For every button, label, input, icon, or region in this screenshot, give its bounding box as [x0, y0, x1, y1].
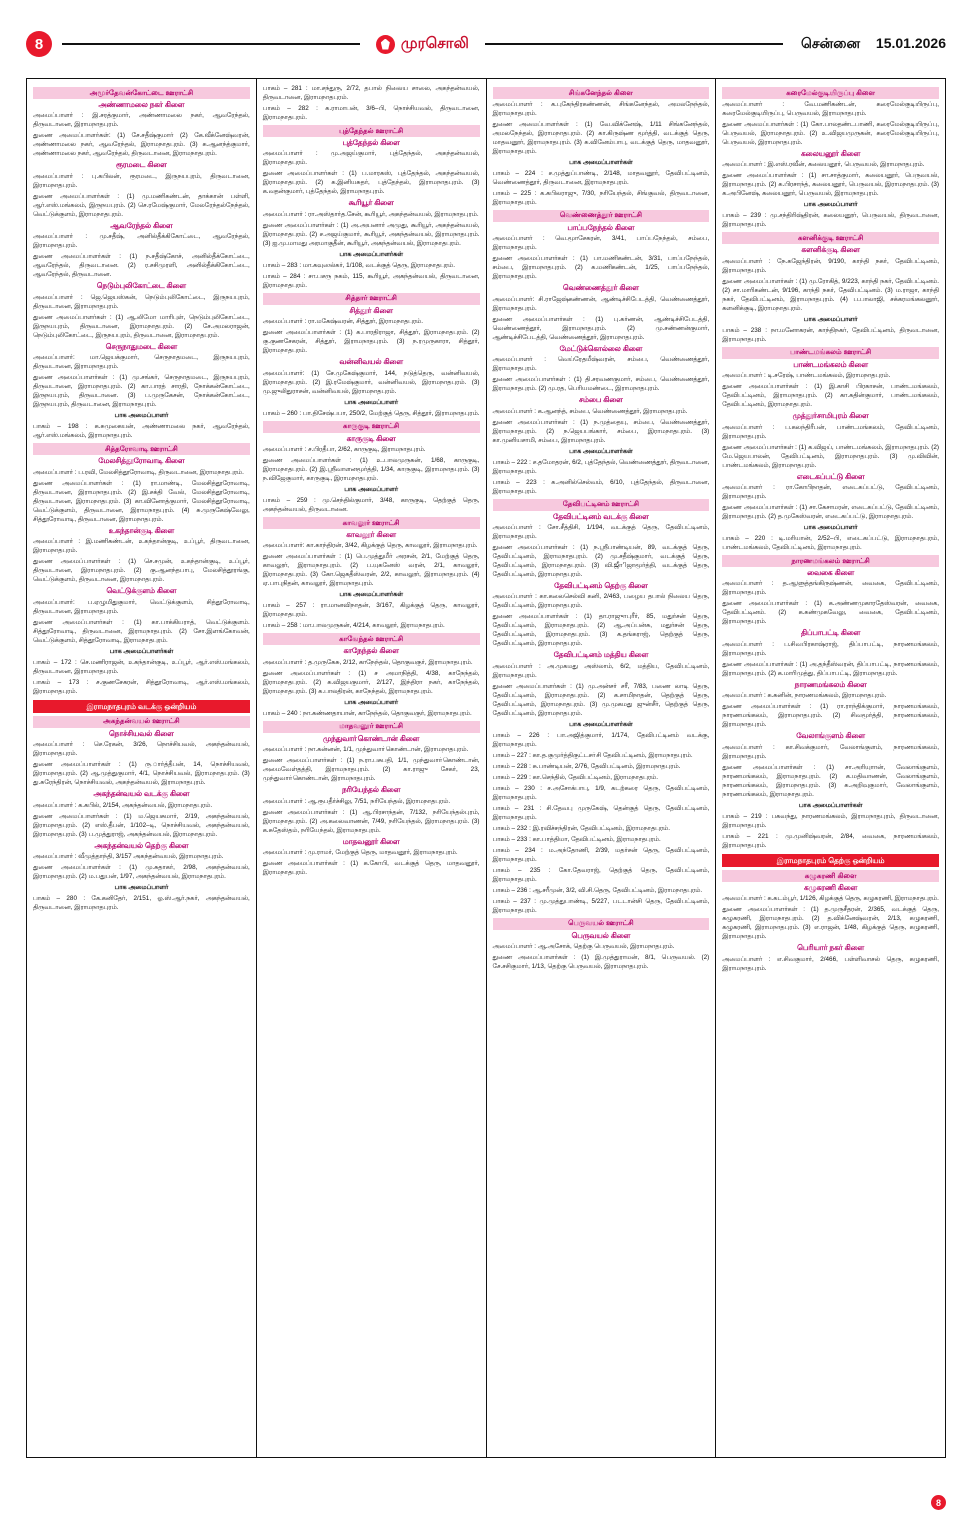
paragraph: அமைப்பாளர் : ஆ.ரூபதீர்ச்சிலு, 7/51, நரியேந்தல், இராமநாதபுரம்.: [262, 797, 451, 805]
section-heading-pink: மாதவனூர் ஊராட்சி: [263, 721, 480, 733]
paragraph: துணை அமைப்பாளர்கள் : (1) ச அமாநித்தி, 4/38, காநேந்தல், இராமநாதபுரம். (2) க.விஜயகுமார், 2/127, இந்திரா நகர், காநேந்தல், இராமநாதபுரம். (3) க.பாலதிரன், காநேந்தல், இராமநாதபுரம்.: [262, 669, 480, 695]
section-heading-pink: நாரணமங்கலம் ஊராட்சி: [722, 555, 939, 567]
paragraph: அமைப்பாளர் : ஜெ.ஜெயஸ்கன், நெடும்புலிகோட்டை, இருநயபுரம், திருவடானை, இராமநாதபுரம்.: [33, 293, 250, 310]
section-heading-pink: அமூர்தேவன்கோட்டை ஊராட்சி: [33, 87, 250, 99]
masthead-logo: [370, 35, 475, 54]
branch-title: சம்பை கிளை: [579, 395, 623, 405]
paragraph: பாகம் – 231 : சி.தேவபு முருகேஷ், தென்குத் தெரு, தேவிபட்டினம், இராமநாதபுரம்.: [492, 804, 710, 821]
paragraph: அமைப்பாளர்: மா.ஜெயக்குமார், செருநாதமடை, இருநயபுரம், திருவடானை, இராமநாதபுரம்.: [33, 354, 250, 371]
paragraph: துணை அமைப்பாளர்கள் : (1) ஆ.பிரசாந்தன், 7/132, நரியேந்தல்புரம், இராமநாதபுரம். (2) அ.கலைவாணன், 7/49, நரியேந்தல், இராமநாதபுரம். (3) க.சுதேஸ்தம், நரியேந்தல், இராமநாதபுரம்.: [262, 808, 480, 834]
paragraph: அமைப்பாளர்: சி.ராஜேஷ்கண்ணன், ஆண்டிச்சிபேடத்தி, வெண்ணைத்தூர், இராமநாதபுரம்.: [492, 295, 710, 312]
paragraph: பாகம் – 235 : கோ.தேவராஜ், தெற்குத் தெரு, தேவிபட்டினம், இராமநாதபுரம்.: [492, 866, 710, 883]
subsection-label: பாக அமைப்பாளர்: [344, 698, 399, 706]
section-heading-pink: வெண்ணைத்தூர் ஊராட்சி: [493, 210, 710, 222]
paragraph: அமைப்பாளர் : க.கபில், 2/154, அகந்தன்வயல், இராமநாதபுரம்.: [33, 801, 213, 809]
paragraph: அமைப்பாளர் : இ.எஸ்.ரவீன், கலையனூர், பெருவயல், இராமநாதபுரம்.: [722, 161, 925, 169]
section-heading-pink: அகந்தன்வயல் ஊராட்சி: [33, 716, 250, 728]
paragraph: அமைப்பாளர் : இ.மணிகண்டன், உகந்தான்குடி, உப்பூர், திருவடானை, இராமநாதபுரம்.: [33, 538, 250, 555]
paragraph: துணை அமைப்பாளர்கள் : (1) மு.ரோகித், 9/223, காந்தி நகர், தேவிபட்டினம். (2) சா.மாரிகண்டன், 9/196, காந்தி நகர், தேவிபட்டினம். (3) ம.ராஜா, காந்தி நகர், தேவிபட்டினம், இராமநாதபுரம். (4) ப.பாலாஜி, சக்கரமங்கலனூர், களனிக்குடி, இராமநாதபுரம்.: [722, 277, 939, 312]
paragraph: துணை அமைப்பாளர்கள் : (1) ந.ரா.பசுபதி, 1/1, முந்துவாா்கொண்டான், அமைவேள்தத்தி, இராமநாதபுரம். (2) கா.ராஜு சேகர், 23, முந்துவாா்கொண்டான், இராமநாதபுரம்.: [262, 757, 480, 783]
paragraph: அமைப்பாளர் : வீமுத்தாந்தி, 3/157 அகந்தன்வயல், இராமநாதபுரம்.: [33, 853, 224, 861]
paragraph: அமைப்பாளர் : எ.சிவகுமார், 2/466, பள்ளிவாசல் தெரு, கழுகரணி, இராமநாதபுரம்.: [722, 955, 939, 972]
subsection-label: பாக அமைப்பாளர்: [114, 412, 169, 420]
paragraph: பாகம் – 282 : க.ராமாபன், 3/6–பி, நொச்சியவல், திருவடானை, இராமநாதபுரம்.: [262, 105, 480, 121]
paragraph: பாகம் – 257 : ரா.மானவிநாதன், 3/167, கிழக்குத் தெரு, காவலூர், இராமநாதபுரம்.: [262, 602, 480, 619]
paragraph: அமைப்பாளர் : நா.கன்னன், 1/1, முந்துவாா்கொண்டான், இராமநாதபுரம்.: [262, 746, 469, 754]
branch-title: செருநாதுமடை கிளை: [105, 341, 178, 351]
paragraph: பாகம் – 233 : கா.பாத்திமா, தேவிபட்டினம், இராமநாதபுரம்.: [492, 835, 661, 843]
paragraph: துணை அமைப்பாளர்கள் : (1) சா.சாத்குமார், கலையனூர், பெருவயல், இராமநாதபுரம். (2) க.பிரசாந்த், கலையனூர், பெருவயல், இராமநாதபுரம். (3) க.அபினேஷ், கலையனூர், பெருவயல், இராமநாதபுரம்.: [722, 172, 939, 198]
branch-title: பெருவயல் கிளை: [571, 930, 631, 940]
paragraph: துணை அமைப்பாளர்கள் : (1) க.அண்ணமுகாரதேஸ்வரன், வைகை, தேவிபட்டினம். (2) க.கண்முகவேலு, வைகை, தேவிபட்டினம், இராமநாதபுரம்.: [722, 600, 939, 626]
subsection-label: பாக அமைப்பாளர்: [803, 315, 858, 323]
branch-title: ரூரமடை கிளை: [116, 160, 167, 170]
branch-title: அண்ணாமலை நகர் கிளை: [98, 99, 185, 109]
paragraph: துணை அமைப்பாளர்கள் : (1) ரா.ராந்திக்குமார், நாரணமங்கலம், நாரணமங்கலம், இராமநாதபுரம். (2) சிவமூர்த்தி, நாரணமங்கலம், இராமநாதபுரம்.: [722, 703, 939, 729]
masthead: [26, 18, 946, 70]
paragraph: துணை அமைப்பாளர்கள் : (1) பா.மணிகண்டன், 3/31, பாப்பநேந்தல், சம்பை, இராமநாதபுரம். (2) க.மணிகண்டன், 1/25, பாப்பநேந்தல், இராமநாதபுரம்.: [492, 255, 710, 281]
paragraph: அமைப்பாளர் : இ.சரத்குமார், அண்ணாமலை நகர், ஆவரேந்தல், திருவடானை, இராமநாதபுரம்.: [33, 112, 250, 129]
subsection-label: பாக அமைப்பாளர்கள்: [569, 447, 633, 455]
paragraph: பாகம் – 198 : க.சுமுகையன், அண்ணாமலை நகர், ஆவரேந்தல், ஆர்.எஸ்.மங்கலம், இராமநாதபுரம்.: [33, 423, 250, 440]
paragraph: அமைப்பாளர் : சோ.சீத்திசி, 1/194, வடக்குத் தெரு, தேவிபட்டினம், இராமநாதபுரம்.: [492, 524, 710, 540]
section-heading-pink: தேவிபட்டினம் ஊராட்சி: [493, 499, 710, 511]
paragraph: துணை அமைப்பாளர்கள் : (1) த.முருசீதரன், 2/365, வடக்குத் தெரு, கழுகரணி, இராமநாதபுரம். (2) த.விக்னேஷ்வரன், 2/13, கழுகரணி, கழுகரணி, இராமநாதபுரம். (3) எ.ராஜன், 1/48, கிழக்குத் தெரு, கழுகரணி, இராமநாதபுரம்.: [722, 906, 939, 941]
column-2: [257, 79, 487, 1457]
paragraph: துணை அமைப்பாளர்கள்: (1) சே.சதீஷ்குமார் (2) கே.வீக்னேஷ்வரன், அண்ணாமலை நகர், ஆவரேந்தல், இராமநாதபுரம். (3) க.ஆனந்த்குமார், அண்ணாமலை நகர், ஆவரேந்தல், திருவடானை, இராமநாதபுரம்.: [33, 132, 250, 158]
paragraph: அமைப்பாளர்: ப.ஏழுமிதுகுமார், வெட்டுக்குளம், சித்தூரோவாடி, திருவடானை, இராமநாதபுரம்.: [33, 598, 250, 615]
paragraph: அமைப்பாளர் : ப.சிவபிரகாஷ்ராஜ், திப்பாபட்டி, நாரணமங்கலம், இராமநாதபுரம்.: [722, 640, 939, 657]
branch-title: களனிக்குடி கிளை: [801, 245, 860, 255]
paragraph: அமைப்பாளர் : அ.முகமது அஸ்லாம், 6/2, மத்திய, தேவிபட்டினம், இராமநாதபுரம்.: [492, 662, 710, 679]
section-heading-pink: காஙேந்தல் ஊராட்சி: [263, 633, 480, 645]
masthead-rule-left: [62, 43, 360, 45]
branch-title: எடைகப்பட்டு கிளை: [796, 471, 865, 481]
branch-title: வன்னிவயல் கிளை: [339, 357, 403, 367]
subsection-label: பாக அமைப்பாளர்: [344, 398, 399, 406]
subsection-label: பாக அமைப்பாளர்கள்: [339, 591, 403, 599]
branch-title: மாதவனூர் கிளை: [342, 836, 400, 846]
branch-title: நாரணமங்கலம் கிளை: [794, 679, 867, 689]
paragraph: பாகம் – 234 : ம.அந்தோணி, 2/39, மதர்சன் தெரு, தேவிபட்டினம், இராமநாதபுரம்.: [492, 846, 710, 863]
paragraph: அமைப்பாளர் : கா.கலைசெல்வி கனி, 2/463, பழைய தபால் நிலைய தெரு, தேவிபட்டினம், இராமநாதபுரம்.: [492, 593, 710, 610]
paragraph: துணை அமைப்பாளர்கள் : (1) அ.அயனார் அமுது, கூரியூர், அகந்தன்வயல், இராமநாதபுரம். (2) ச.அஜய்குமார், கூரியூர், அகந்தன்வயல், இராமநாதபுரம். (3) ஐ.மு.மாமது அரமாகுதீன், கூரியூர், அகந்தன்வயல், இராமநாதபுரம்.: [262, 221, 480, 247]
paragraph: அமைப்பாளர் : டி.சரேஷ், பாண்டமங்கலம், இராமநாதபுரம்.: [722, 372, 891, 380]
section-heading-pink: சித்தரோவாடி ஊராட்சி: [33, 443, 250, 455]
subsection-label: பாக அமைப்பாளர்கள்: [339, 250, 403, 258]
paragraph: துணை அமைப்பாளர்கள் : (1) இ.காசி பிரகாசன், பாண்டமங்கலம், தேவிபட்டினம், இராமநாதபுரம். (2) கா.கதின்குமார், பாண்டமங்கலம், தேவிபட்டினம், இராமநாதபுரம்.: [722, 383, 939, 409]
paragraph: துணை அமைப்பாளர்கள் : (1) மு.சுதாகர், 2/98, அகந்தன்வயல், இராமநாதபுரம். (2) ம.பதுபன், 1/97, அகந்தன்வயல், இராமநாதபுரம்.: [33, 864, 250, 881]
branch-title: வெண்ணைத்தூர் கிளை: [562, 283, 639, 293]
page-number-footer-badge: 8: [931, 1495, 946, 1510]
column-3: [487, 79, 717, 1457]
paragraph: பாகம் – 280 : கே.கனிதேர், 2/151, ஓ.ஸ்.ஆர்.நகர், அகந்தன்வயல், திருவடானை, இராமநாதபுரம்.: [33, 895, 250, 912]
branch-title: நொச்சியவல் கிளை: [109, 728, 174, 738]
subsection-label: பாக அமைப்பாளர்: [344, 486, 399, 493]
paragraph: துணை அமைப்பாளர்கள் : (1) அ.தந்தீஸ்வரன், திப்பாபட்டி, நாரணமங்கலம், இராமநாதபுரம். (2) க.மாரிமுத்து, திப்பாபட்டி, இராமநாதபுரம்.: [722, 660, 939, 677]
branch-title: உகந்தான்குடி கிளை: [108, 525, 175, 535]
subsection-label: பாக அமைப்பாளர்: [114, 884, 169, 892]
subsection-label: பாக அமைப்பாளர்கள்: [798, 801, 863, 809]
branch-title: காநேந்தல் கிளை: [343, 646, 399, 656]
paragraph: பாகம் – 281 : மா.சந்துரு, 2/72, தபால் நிலைய சாலை, அகந்தன்வயல், திருவடானை, இராமநாதபுரம்.: [262, 85, 480, 101]
paragraph: பாகம் – 227 : கா.த.குமுர்த்திகுட்டசா்சி தேவிபட்டினம், இராமநாதபுரம்.: [492, 751, 693, 759]
paragraph: அமைப்பாளர் : ப.ரவி, மேலசித்தூரோவாடி, திருவடானை, இராமநாதபுரம்.: [33, 468, 244, 476]
paragraph: பாகம் – 228 : சு.பாண்டியன், 2/76, தேவிபட்டினம், இராமநாதபுரம்.: [492, 762, 681, 770]
paragraph: அமைப்பாளர் : க.ஆனந்த், சம்பை, வெண்ணைத்தூர், இராமநாதபுரம்.: [492, 407, 688, 415]
paragraph: அமைப்பாளர் : பு.கபிலன், ரூரமடை, இருநயபுரம், திருவடானை, இராமநாதபுரம்.: [33, 172, 250, 189]
paragraph: துணை அமைப்பாளர்கள் : (1) ப.மாரகஸ், புத்தேந்தல், அகந்தன்வயல், இராமநாதபுரம். (2) க.இனியசுதர், புத்தேந்தல், இராமநாதபுரம். (3) க.வதன்குமார், புத்தேந்தல், இராமநாதபுரம்.: [262, 170, 480, 196]
branch-title: மேலசித்தூரோவாடி கிளை: [98, 456, 185, 466]
branch-title: தேவிபட்டினம் தெற்கு கிளை: [554, 581, 648, 590]
paragraph: பாகம் – 226 : பா.அஜித்குமார், 1/174, தேவிபட்டினம் வடக்கு, இராமநாதபுரம்.: [492, 731, 710, 748]
paragraph: பாகம் – 260 : பா.திசேஷ்பபா, 250/2, மேற்குத் தெரு, சித்தூர், இராமநாதபுரம்.: [262, 409, 480, 417]
subsection-label: பாக அமைப்பாளர்கள்: [109, 647, 174, 655]
paragraph: துணை அமைப்பாளர்கள் : (1) பெ.முத்துமீர் அரசன், 2/1, மேற்குத் தெரு, காவலூர், இராமநாதபுரம். (2) ப.யுகனேஸ் வரன், 2/1, காவலூர், இராமநாதபுரம். (3) கோ.ஜெகதீஸ்வரன், 2/2, காவலூர், இராமநாதபுரம். (4) ஏ.பாபுநிதன், காவலூர், இராமநாதபுரம்.: [262, 553, 480, 588]
paragraph: துணை அமைப்பாளர்கள் : (1) தா.ராஜுாபுரீர், 85, மதுர்சன் தெரு, தேவிபட்டினம், இராமநாதபுரம். (2) ஆ.அப்பன்சு, மதுர்சன் தெரு, தேவிபட்டினம், இராமநாதபுரம். (3) க.தங்கராஜ், தெற்குத் தெரு, தேவிபட்டினம், இராமநாதபுரம்.: [492, 613, 710, 648]
paragraph: அமைப்பாளர் : த.முருகேசு, 2/12, காநேந்தல், தொகுவகுர், இராமநாதபுரம்.: [262, 658, 473, 666]
column-4: [716, 79, 945, 1457]
paragraph: பாகம் – 224 : ச.முத்துப்பாண்டி, 2/148, மாதவனூர், தேவிபட்டினம், வெண்ணைத்தூர், திருவடானை, இராமநாதபுரம்.: [492, 169, 710, 186]
paragraph: துணை அமைப்பாளர்கள் : (1) பு.கர்ணன், ஆண்டிச்சிபேடத்தி, வெண்ணைத்தூர், இராமநாதபுரம். (2) மு.சண்ணன்குமார், ஆண்டிச்சிபேடத்தி, வெண்ணைத்தூர், இராமநாதபுரம்.: [492, 315, 710, 341]
paragraph: துணை அமைப்பாளர்கள் : (1) ந.முத்தையு, சம்பை, வெண்ணைத்தூர், இராமநாதபுரம். (2) ந.ஜெயபங்கார், சம்பை, இராமநாதபுரம். (3) கா.முனியசாமி, சம்பை, இராமநாதபுரம்.: [492, 418, 710, 444]
paragraph: பாகம் – 221 : மு.முனிஷ்வரன், 2/84, வைகை, நாரணமங்கலம், இராமநாதபுரம்.: [722, 832, 939, 849]
masthead-rule-right: [485, 43, 783, 45]
paragraph: அமைப்பாளர் : ப.கலந்திரீபன், பாண்டமங்கலம், தேவிபட்டினம், இராமநாதபுரம்.: [722, 423, 939, 440]
paragraph: பாகம் – 219 : பகவந்து, நாரணமங்கலம், இராமநாதபுரம், திருவடானை, இராமநாதபுரம்.: [722, 812, 939, 829]
paragraph: துணை அமைப்பாளர்கள் : (1) க.பாரதிராஜா, சித்தூர், இராமநாதபுரம். (2) கு.குணசேகரன், சித்தூர், இராமநாதபுரம். (3) ந.ரமுருகாரா, சித்தூர், இராமநாதபுரம்.: [262, 329, 480, 355]
paragraph: பாகம் – 237 : மு.முத்துபாண்டி, 5/227, படடான்சி தெரு, தேவிபட்டினம், இராமநாதபுரம்.: [492, 897, 710, 914]
subsection-label: பாக அமைப்பாளர்: [803, 524, 858, 531]
paragraph: அமைப்பாளர் : ச.பிரதீபா, 2/62, காருகுடி, இராமநாதபுரம்.: [262, 446, 426, 453]
section-heading-red: இராமநாதபுரம் வடக்கு ஒன்றியம்: [33, 700, 250, 713]
subsection-label: பாக அமைப்பாளர்: [803, 201, 858, 209]
paragraph: பாகம் – 236 : ஆ.சரீமுன், 3/2, வி.சி.தெரு, தேவிபட்டினம், இராமநாதபுரம்.: [492, 886, 703, 894]
branch-title: தேவிபட்டினம் மத்திய கிளை: [553, 650, 649, 660]
paragraph: அமைப்பாளர் : க.கனின், நாரணமங்கலம், இராமநாதபுரம்.: [722, 692, 887, 700]
paragraph: துணை அமைப்பாளர்கள் : (1) ரா.மாண்டி, மேலசித்தூரோவாடி, திருவடானை, இராமநாதபுரம். (2) இ.சக்தி வேல், மேலசித்தூரோவாடி, திருவடானை, இராமநாதபுரம். (3) கா.வினோத்குமார், மேலசித்தூரோவாடி, வெட்டுக்குளம், திருவடானை, இராமநாதபுரம். (4) சு.முருகேஷ்வேலு, சித்தூரோவாடி, திருவடானை, இராமநாதபுரம்.: [33, 479, 250, 523]
paragraph: பாகம் – 258 : மா.பாலமுருகன், 4/214, காவலூர், இராமநாதபுரம்.: [262, 622, 445, 630]
section-heading-pink: பாண்டமங்கலம் ஊராட்சி: [722, 347, 939, 359]
flame-badge-icon: [376, 35, 395, 54]
paragraph: பாகம் – 230 : ச.அசோக்பாபு, 1/9, கடற்கரை தெரு, தேவிபட்டினம், இராமநாதபுரம்.: [492, 784, 710, 801]
paragraph: பாகம் – 229 : கா.செந்தில், தேவிபட்டினம், இராமநாதபுரம்.: [492, 773, 658, 781]
paragraph: துணை அமைப்பாளர்கள் : (1) மு.மணிகண்டன், தாக்கான் பள்ளி, ஆர்.எஸ்.மங்கலம், இருநயபுரம். (2) செ.ரமேஷ்குமார், மேலரேந்தல்நேந்தல், வெட்டுக்குளம், இராமநாதபுரம்.: [33, 192, 250, 218]
paragraph: அமைப்பாளர் : க.கடம்பூர், 1/126, கிழக்குத் தெரு, கழுகரணி, இராமநாதபுரம்.: [722, 895, 939, 903]
paragraph: அமைப்பாளர்: (1) சே.முகேஷ்குமார், 144, நடுத்தெரு, வன்னிவயல், இராமநாதபுரம். (2) இ.ரமேஷ்குமார், வன்னிவயல், இராமநாதபுரம். (3) மு.ஜுலிதுராசன், வன்னிவயல், இராமநாதபுரம்.: [262, 369, 480, 395]
branch-title: நெடும்புலிகோட்டை கிளை: [96, 281, 187, 291]
section-heading-pink: காருகுடி ஊராட்சி: [263, 421, 480, 433]
paragraph: பாகம் – 239 : மு.சந்திரிஷ்திரன், கலையனூர், பெருவயல், திருவடானை, இராமநாதபுரம்.: [722, 212, 939, 229]
paragraph: பாகம் – 220 : டி.மரியான், 2/52–பி, எடைகப்பட்டு, இராமநாதபுரம், பாண்டமங்கலம், தேவிபட்டினம், இராமநாதபுரம்.: [722, 535, 939, 551]
paragraph: அமைப்பாளர் : செ.ரேகன், 3/26, நொச்சியவல், அகந்தன்வயல், இராமநாதபுரம்.: [33, 741, 250, 758]
branch-title: வேலாங்குளம் கிளை: [796, 731, 866, 741]
paragraph: துணை அமைப்பாளர்கள் : (1) ந.ஸ்ரீபாண்டியன், 89, வடக்குத் தெரு, தேவிபட்டினம், இராமநாதபுரம். (2) மு.சதீஷ்குமார், வடக்குத் தெரு, தேவிபட்டினம், இராமநாதபுரம். (3) வி.ஜீாிஜாமூர்த்தி, வடக்குத் தெரு, தேவிபட்டினம், இராமநாதபுரம்.: [492, 544, 710, 578]
paragraph: அமைப்பாளர் : ரா.அஸ்தார்த.சேன், கூரியூர், அகந்தன்வயல், இராமநாதபுரம்.: [262, 210, 479, 218]
paragraph: துணை அமைப்பாளர்கள் : (1) ஆ.லிமோ மாரிபுள், நெடும்புலிகோட்டை, இருநயபுரம், திருவடானை, இராமநாதபுரம். (2) சே.அமலராஜன், நெடும்புலிகோட்டை, இருநயபுரம், திருவடானை, இராமநாதபுரம்.: [33, 313, 250, 339]
paragraph: அமைப்பாளர் : மு.சதீஷ், அனில்தீக்கிகோட்டை, ஆவரேந்தல், இராமநாதபுரம்.: [33, 233, 250, 250]
paper-name: முரசொலி: [400, 34, 470, 52]
paragraph: துணை அமைப்பாளர்கள் : (1) கா.பாக்கியராத், வெட்டுக்குளம். சித்தூரோவாடி, திருவடானை, இராமநாதபுரம். (2) சோ.இளங்கோவன், வெட்டுக்குளம், சித்தூரோவாடி, இராமநாதபுரம்.: [33, 618, 250, 644]
paragraph: பாகம் – 225 : க.கபிலராஜு, 7/30, நரியேந்தல், சிங்குவல், திருவடானை, இராமநாதபுரம்.: [492, 189, 710, 206]
paragraph: அமைப்பாளர்: கா.காந்திரன், 3/42, கிழக்குத் தெரு, காவலூர், இராமநாதபுரம்.: [262, 542, 478, 550]
paragraph: அமைப்பாளர் : த.ஆளுத்தங்கிருஷ்ணன், வைகை, தேவிபட்டினம், இராமநாதபுரம்.: [722, 580, 939, 597]
section-heading-pink: சிங்கனேந்தல் கிளை: [493, 87, 710, 99]
paragraph: துணை அமைப்பாளர்கள் : (1) மு.சங்கர், செருநாதமடை, இருநயபுரம், திருவடானை, இராமநாதபுரம். (2) கா.பாரத் சாரதி, நோக்கன்கோட்டை, இருநயபுரம், திருவடானை. (3) ப.முருகேசன், நோக்கன்கோட்டை, இருநயபுரம், திருவடானை, இராமநாதபுரம்.: [33, 374, 250, 409]
paragraph: அமைப்பாளர் : ரா.மகேஷ்வரன், சித்தூர், இராமநாதபுரம்.: [262, 318, 424, 326]
paragraph: துணை அமைப்பாளர்கள் : (1) க.கோபி, வடக்குத் தெரு, மாதவனூர், இராமநாதபுரம்.: [262, 860, 480, 876]
paragraph: துணை அமைப்பாளர்கள் : (1) ம.ஜெயசுமார், 2/19, அகந்தன்வயல், இராமநாதபுரம். (2) எஸ்.தீபன், 1/102–டி, நொச்சியவல், அகந்தன்வயல், இராமநாதபுரம். (3) ப.முத்துராஜ், அகந்தன்வயல், இராமநாதபுரம்.: [33, 812, 250, 838]
branch-title: மேட்டுக்கொல்லை கிளை: [559, 343, 643, 353]
branch-title: ஆவரேந்தல் கிளை: [110, 220, 173, 230]
branch-title: காருகுடி கிளை: [346, 433, 396, 443]
paragraph: பாகம் – 223 : க.அனில்செல்வம், 6/10, புத்தேந்தல், திருவடானை, இராமநாதபுரம்.: [492, 478, 710, 495]
section-heading-pink: கழுகரணி கிளை: [722, 870, 939, 882]
paragraph: துணை அமைப்பாளர்கள் : (1) செ.சமுன், உகந்தான்குடி, உப்பூர், திருவடானை, இராமநாதபுரம். (2) கு.ஆனந்தபாபு, மேலசித்தூரங்கு, வெட்டுக்குளம், திருவடானை, இராமநாதபுரம்.: [33, 558, 250, 584]
section-heading-pink: பெருவயல் ஊராட்சி: [493, 918, 710, 930]
branch-title: பெரியார் நகர் கிளை: [797, 943, 865, 953]
branch-title: பாப்பநேந்தல் கிளை: [567, 222, 635, 232]
paragraph: துணை அமைப்பாளர்கள் : (1) ரு.ார்த்தீபன், 14, நொச்சியவல், இராமநாதபுரம். (2) ஆ.முத்துகுமார், 4/1, நொச்சியவல், இராமநாதபுரம். (3) து.சுரேந்திரன், நொச்சியவல், அகந்தன்வயல், இராமநாதபுரம்.: [33, 761, 250, 787]
paragraph: பாகம் – 240 : நா.கண்ணதாயான், காநேந்தல், தொகுவகுர், இராமநாதபுரம்.: [262, 709, 472, 717]
page-number-badge: 8: [26, 31, 52, 57]
branch-title: கலையனூர் கிளை: [801, 148, 861, 158]
paragraph: துணை அமைப்பாளர்கள் : (1) கோ.பாலதண்டபாணி, கரைமேல்குடியிருப்பு, பெருவயல், இராமநாதபுரம். (2) உ.விஜயமுருகன், கரைமேல்குடியிருப்பு, பெருவயல், இராமநாதபுரம்.: [722, 120, 939, 146]
paragraph: அமைப்பாளர் : க.புகேந்திரகண்ணன், சிங்கனேந்தல், அமலநேந்தல், இராமநாதபுரம்.: [492, 100, 710, 117]
section-heading-pink: காவலூர் ஊராட்சி: [263, 517, 480, 529]
paragraph: பாகம் – 173 : ச.குணசேகரன், சித்தூரோவாடி, ஆர்.எஸ்.மங்கலம், இராமநாதபுரம்.: [33, 678, 250, 695]
branch-title: புத்தேந்தல் கிளை: [342, 137, 400, 147]
paragraph: துணை அமைப்பாளர்கள் : (1) மு.அன்சர் சரீ, 7/83, பணை லாடி தெரு, தேவிபட்டினம், இராமநாதபுரம். (2) க.சாமிநாதன், தெற்குத் தெரு, தேவிபட்டினம், இராமநாதபுரம். (3) மு.முகமது ஜுன்சீர், தெற்குத் தெரு, தேவிபட்டினம், இராமநாதபுரம்.: [492, 682, 710, 717]
branch-title: கழுகரணி கிளை: [804, 882, 858, 892]
branch-title: தேவிபட்டினம் வடக்கு கிளை: [553, 511, 649, 521]
section-heading-pink: களனிக்குடி ஊராட்சி: [722, 232, 939, 244]
branch-title: பாண்டமங்கலம் கிளை: [793, 359, 868, 369]
paragraph: அமைப்பாளர் : கா.சிவக்குமார், வேலாங்குளம், நாரணமங்கலம், இராமநாதபுரம்.: [722, 743, 939, 760]
paragraph: பாகம் – 259 : மு.செந்தில்குமார், 3/48, காருகுடி, தெற்குத் தெரு, அகந்தன்வயல், திருவடானை.: [262, 497, 480, 513]
section-heading-pink: புத்தேந்தல் ஊராட்சி: [263, 125, 480, 137]
paragraph: துணை அமைப்பாளர்கள் : (1) தி.சரவணகுமார், சம்பை, வெண்ணைத்தூர், இராமநாதபுரம். (2) மு.ரத, பெரியமண்டை, இராமநாதபுரம்.: [492, 376, 710, 393]
branch-title: திப்பாபட்டி கிளை: [801, 628, 861, 638]
paragraph: துணை அமைப்பாளர்கள் : (1) சா.அரியுாான், வேலாங்குளம், நாரணமங்கலம், இராமநாதபுரம். (2) க.மதிவாணன், வேலாங்குளம், நாரணமங்கலம், இராமநாதபுரம். (3) க.அறிவுகுமார், வேலாங்குளம், நாரணமங்கலம், இராமநாதபுரம்.: [722, 763, 939, 798]
edition-date: 15.01.2026: [875, 34, 946, 51]
subsection-label: பாக அமைப்பாளர்கள்: [569, 158, 633, 166]
paragraph: பாகம் – 238 : நா.மனோகரன், காந்திநகர், தேவிபட்டினம், திருவடானை, இராமநாதபுரம்.: [722, 326, 939, 343]
paragraph: துணை அமைப்பாளர்கள் : (1) க.விஜய், பாண்டமங்கலம், இராமநாதபுரம். (2) மே.ஜெயபாலன், தேவிபட்டினம், இராமநாதபுரம். (3) மு.விவின், பாண்டமங்கலம், இராமநாதபுரம்.: [722, 443, 939, 469]
paragraph: பாகம் – 283 : மா.கவுஸல்கர், 1/108, வடக்குத் தெரு, இராமநாதபுரம்.: [262, 261, 455, 269]
paragraph: துணை அமைப்பாளர்கள் : (1) வே.விக்னேஷ், 1/11 சிங்கனேந்தல், அமலநேந்தல், இராமநாதபுரம். (2) கா.கிருஷ்ண மூர்த்தி, வடக்குத் தெரு, மாதவனூர், இராமநாதபுரம். (3) க.வினேம்பாபு, வடக்குத் தெரு, மாதவனூர், இராமநாதபுரம்.: [492, 120, 710, 155]
masthead-edition: [793, 35, 946, 54]
section-heading-pink: சித்தார் ஊராட்சி: [263, 293, 480, 305]
branch-title: வெட்டுக்குளம் கிளை: [106, 586, 177, 596]
section-heading-pink: கரைமேல்குடியிருப்பு கிளை: [722, 87, 939, 99]
branch-title: கூரியூர் கிளை: [348, 198, 394, 208]
subsection-label: பாக அமைப்பாளர்கள்: [569, 720, 633, 728]
paragraph: அமைப்பாளர் : ஆ.அசோக், தெற்கு பெருவயல், இராமநாதபுரம்.: [492, 943, 675, 951]
paragraph: அமைப்பாளர் : மு.ராமர், மேற்குத் தெரு, மாதவனூர், இராமநாதபுரம்.: [262, 849, 458, 856]
newspaper-page: [0, 18, 972, 1518]
branch-title: முந்துவாா்கொண்டான் கிளை: [323, 733, 420, 743]
paragraph: பாகம் – 172 : செ.மணிராஜன், உகந்தான்குடி, உப்பூர், ஆர்.எஸ்.மங்கலம், திருவடானை, இராமநாதபுரம்.: [33, 658, 250, 675]
branch-title: அகந்தன்வயல் வடக்கு கிளை: [93, 789, 190, 799]
section-heading-red: இராமநாதபுரம் தெற்கு ஒன்றியம்: [722, 854, 939, 867]
paragraph: பாகம் – 222 : ச.தமோதரன், 6/2, புத்தேந்தல், வெண்ணைத்தூர், திருவடானை, இராமநாதபுரம்.: [492, 458, 710, 475]
branch-title: முத்தூர்சாமிபுரம் கிளை: [792, 411, 869, 421]
paragraph: துணை அமைப்பாளர்கள் : (1) உ.பாலமுருகன், 1/68, காருகுடி, இராமநாதபுரம். (2) இ.ஸ்ரீவாளனமூர்த்தி, 1/34, காருகுடி, இராமநாதபுரம். (3) ந.விஜேகுமார், காருகுடி, இராமநாதபுரம்.: [262, 457, 480, 482]
paragraph: அமைப்பாளர் : மு.அஜய்குமார், புத்தேந்தல், அகந்தன்வயல், இராமநாதபுரம்.: [262, 150, 480, 167]
paragraph: பாகம் – 232 : இ.ரவிச்சந்திரன், தேவிபட்டினம், இராமநாதபுரம்.: [492, 824, 670, 832]
paragraph: அமைப்பாளர் : வெ.மூாசேகரன், 3/41, பாப்பநேந்தல், சம்பை, இராமநாதபுரம்.: [492, 235, 710, 252]
branch-title: சித்தூர் கிளை: [349, 305, 393, 315]
paragraph: அமைப்பாளர் : நே.கஜேந்திரன், 9/190, காந்தி நகர், தேவிபட்டினம், இராமநாதபுரம்.: [722, 257, 939, 274]
columns-container: [26, 78, 946, 1458]
paragraph: அமைப்பாளர் : ரா.கோபிநாதன், எடைகப்பட்டு, தேவிபட்டினம், இராமநாதபுரம்.: [722, 484, 939, 500]
branch-title: அகந்தன்வயல் தெற்கு கிளை: [94, 840, 189, 850]
paragraph: அமைப்பாளர் : வெய்ரேதமீஷ்வரன், சம்பை, வெண்ணைத்தூர், இராமநாதபுரம்.: [492, 356, 710, 373]
branch-title: காவலூர் கிளை: [346, 529, 396, 539]
paragraph: அமைப்பாளர் : வே.மணிகண்டன், கரைமேல்குடியிருப்பு, கரைமேல்குடியிருப்பு, பெருவயல், இராமநாதபுரம்.: [722, 100, 939, 117]
paragraph: துணை அமைப்பாளர்கள் : (1) சா.கேசாமரன், எடைகப்பட்டு, தேவிபட்டினம், இராமநாதபுரம். (2) த.முகேஸ்வரன், எடைகப்பட்டு, இராமநாதபுரம்.: [722, 504, 939, 520]
paragraph: பாகம் – 284 : சா.பசரு நகம், 115, கூரியூர், அகந்தன்வயல், திருவடானை, இராமநாதபுரம்.: [262, 272, 480, 289]
branch-title: நரியேந்தல் கிளை: [341, 785, 401, 795]
column-1: [27, 79, 257, 1457]
paragraph: துணை அமைப்பாளர்கள் : (1) இ.முத்துராமன், 8/1, பெருவயல். (2) சே.சசிகுமார், 1/13, தெற்கு பெருவயல், இராமநாதபுரம்.: [492, 954, 710, 971]
edition-city: சென்னை: [800, 34, 861, 51]
branch-title: வைகை கிளை: [807, 567, 855, 577]
paragraph: துணை அமைப்பாளர்கள் : (1) ந.சதீஷ்கோச், அனில்தீக்கோட்டை, ஆவரேந்தல், திருவடானை. (2) ர.சசிமுரளி, அனில்தீக்கிகோட்டை, ஆவரேந்தல், திருவடானை.: [33, 253, 250, 279]
